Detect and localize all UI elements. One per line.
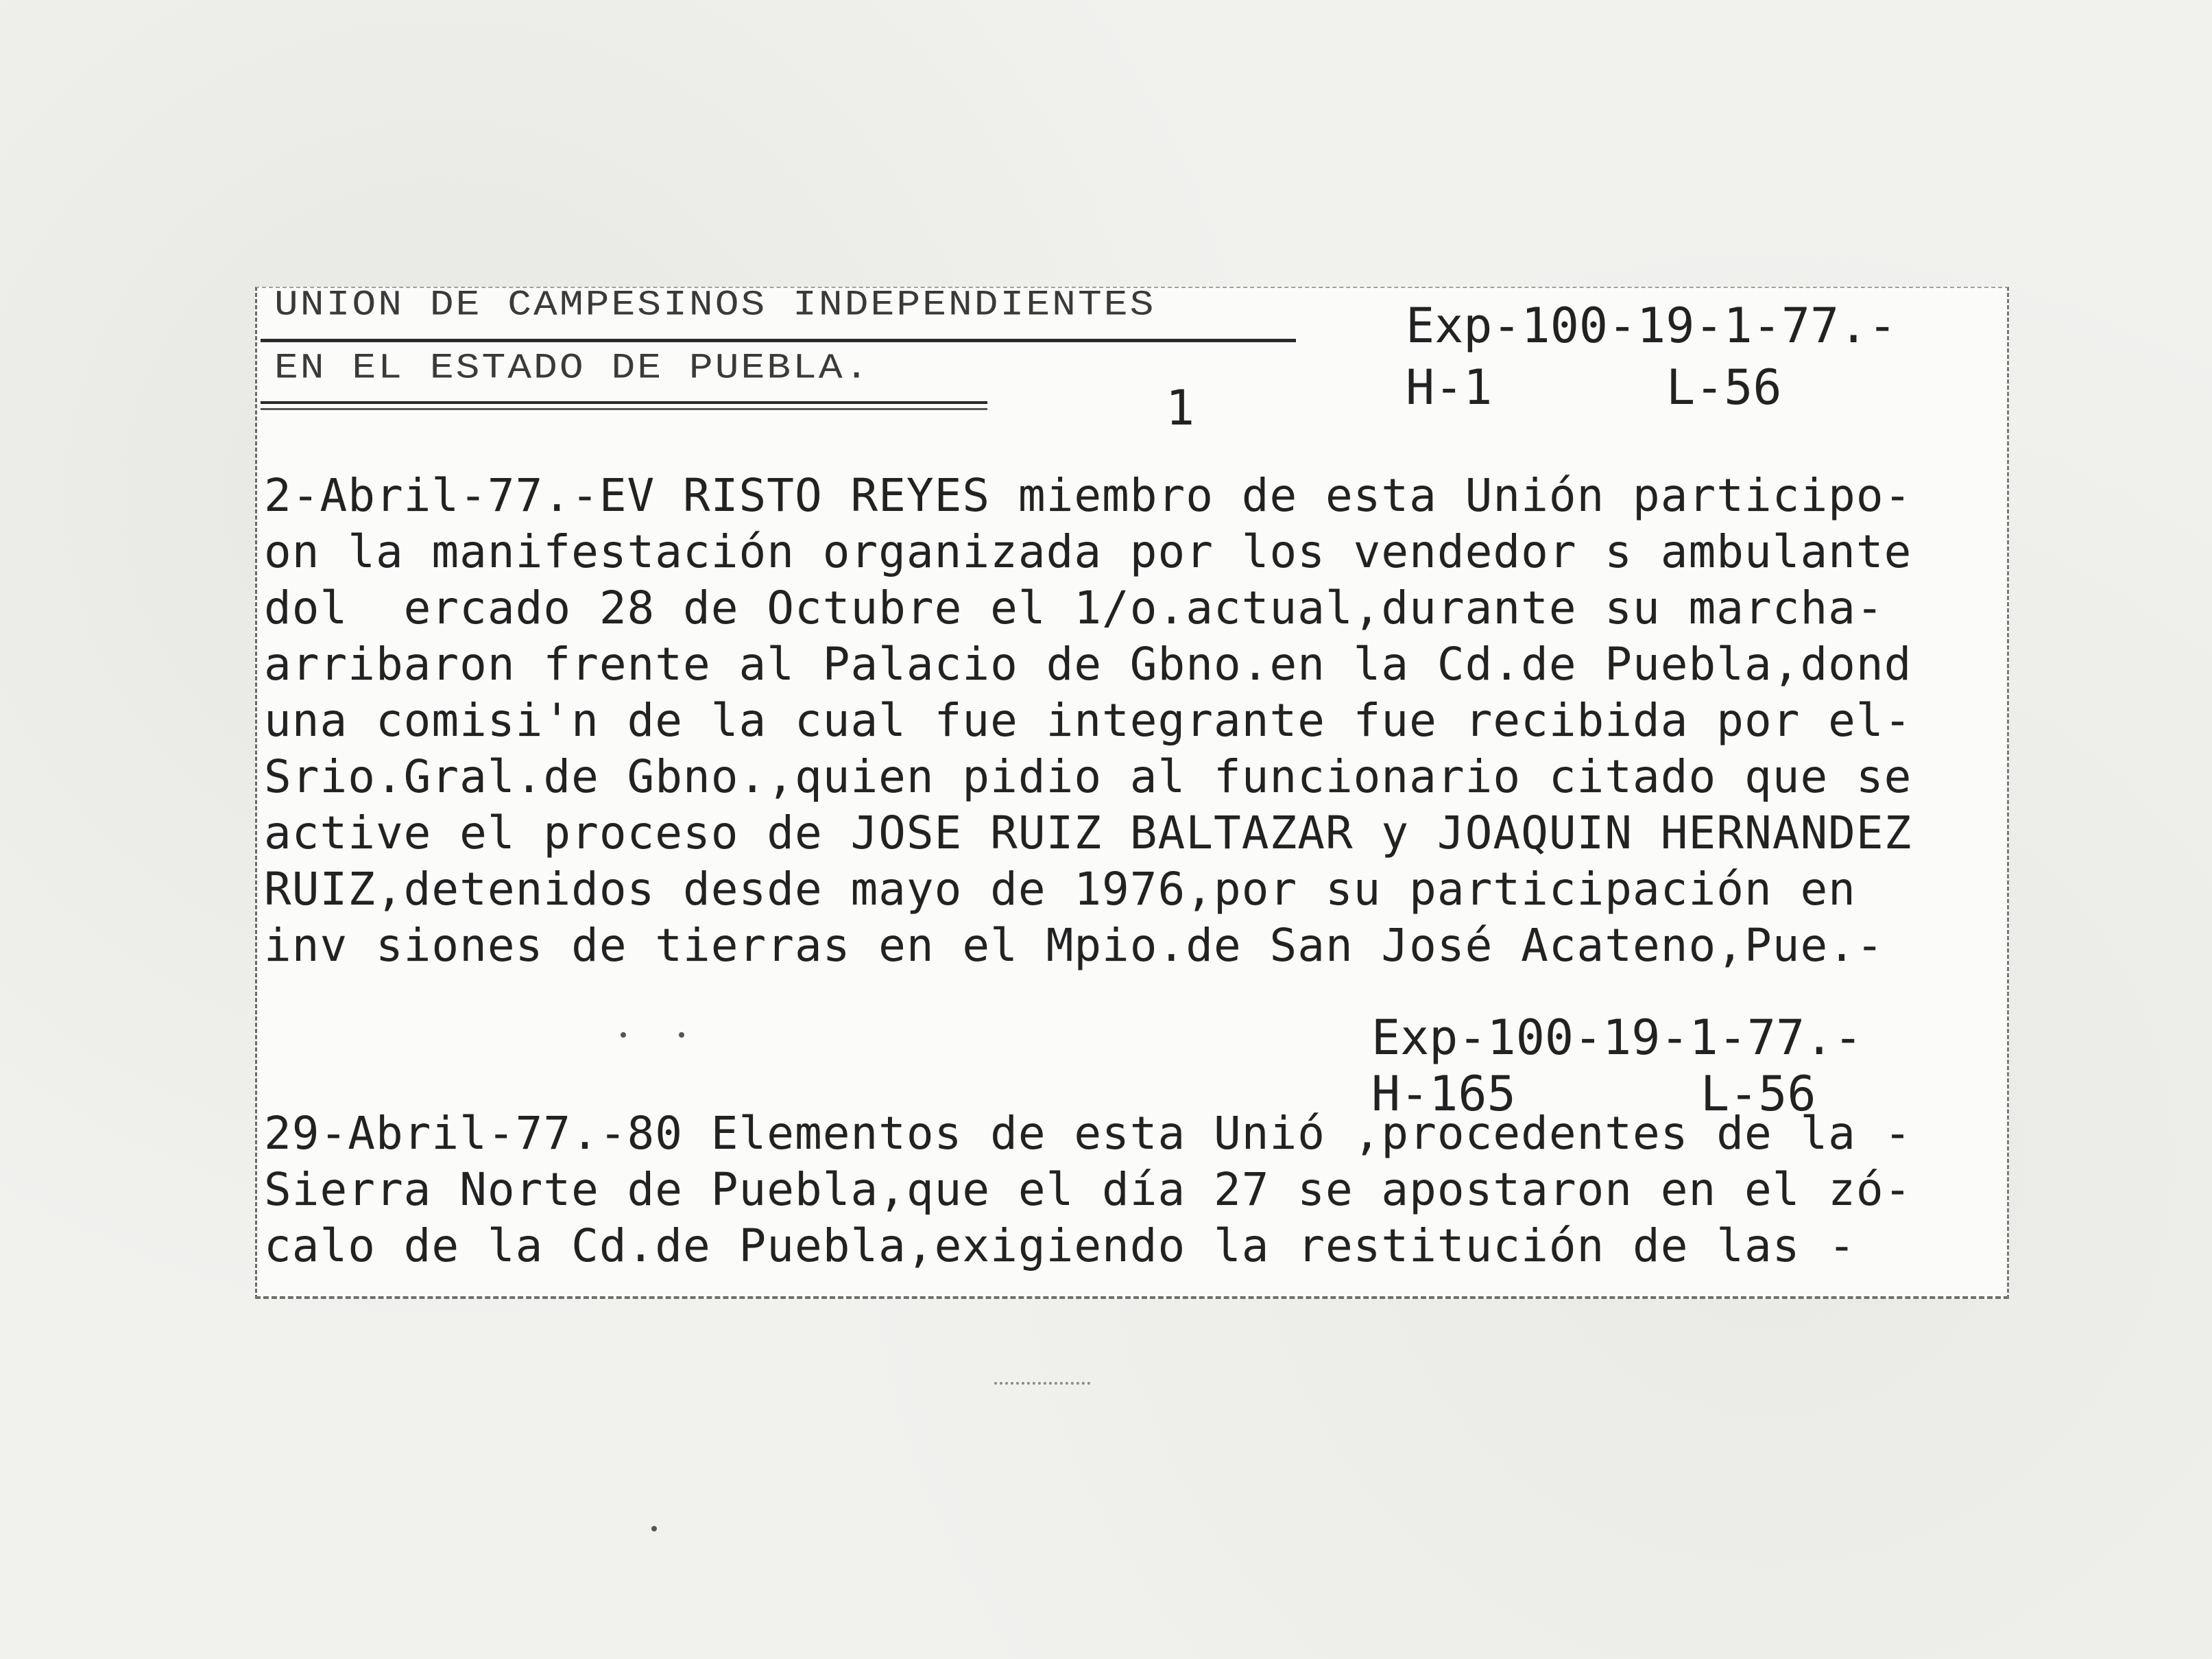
entry2-line: calo de la Cd.de Puebla,exigiendo la restitución de las - <box>264 1219 1856 1272</box>
ink-speck <box>651 1526 657 1531</box>
file-reference-1: Exp-100-19-1-77.- <box>1406 298 1897 354</box>
entry1-line: Srio.Gral.de Gbno.,quien pidio al funcionario citado que se <box>264 750 1912 803</box>
entry2-line: 29-Abril-77.-80 Elementos de esta Unió ,procedentes de la - <box>264 1107 1912 1160</box>
faint-mark <box>994 1382 1090 1387</box>
header-underline-1 <box>261 339 1296 342</box>
header-title-line-2: EN EL ESTADO DE PUEBLA. <box>274 348 871 389</box>
entry1-line: dol ercado 28 de Octubre el 1/o.actual,durante su marcha- <box>264 582 1884 634</box>
entry1-line: active el proceso de JOSE RUIZ BALTAZAR y JOAQUIN HERNANDEZ <box>264 807 1912 859</box>
header-title-line-1: UNION DE CAMPESINOS INDEPENDIENTES <box>274 285 1156 326</box>
entry1-line: inv siones de tierras en el Mpio.de San José Acateno,Pue.- <box>264 919 1884 972</box>
ink-speck <box>621 1032 626 1038</box>
page-reference-l-1: L-56 <box>1666 359 1782 416</box>
header-underline-2b <box>261 408 987 410</box>
entry2-line: Sierra Norte de Puebla,que el día 27 se apostaron en el zó- <box>264 1163 1912 1216</box>
card-number: 1 <box>1166 380 1196 436</box>
page-reference-h-1: H-1 <box>1406 359 1493 416</box>
header-underline-2 <box>261 401 987 404</box>
ink-speck <box>679 1032 684 1038</box>
page-reference-l-2: L-56 <box>1700 1066 1816 1122</box>
entry1-line: RUIZ,detenidos desde mayo de 1976,por su participación en <box>264 863 1856 916</box>
entry1-line: arribaron frente al Palacio de Gbno.en la Cd.de Puebla,dond <box>264 638 1912 691</box>
page-reference-h-2: H-165 <box>1371 1066 1516 1122</box>
file-reference-2: Exp-100-19-1-77.- <box>1371 1010 1863 1066</box>
entry1-line: on la manifestación organizada por los vendedor s ambulante <box>264 525 1912 578</box>
entry1-line: una comisi'n de la cual fue integrante fue recibida por el- <box>264 694 1912 747</box>
entry1-line: 2-Abril-77.-EV RISTO REYES miembro de esta Unión participo- <box>264 469 1912 522</box>
